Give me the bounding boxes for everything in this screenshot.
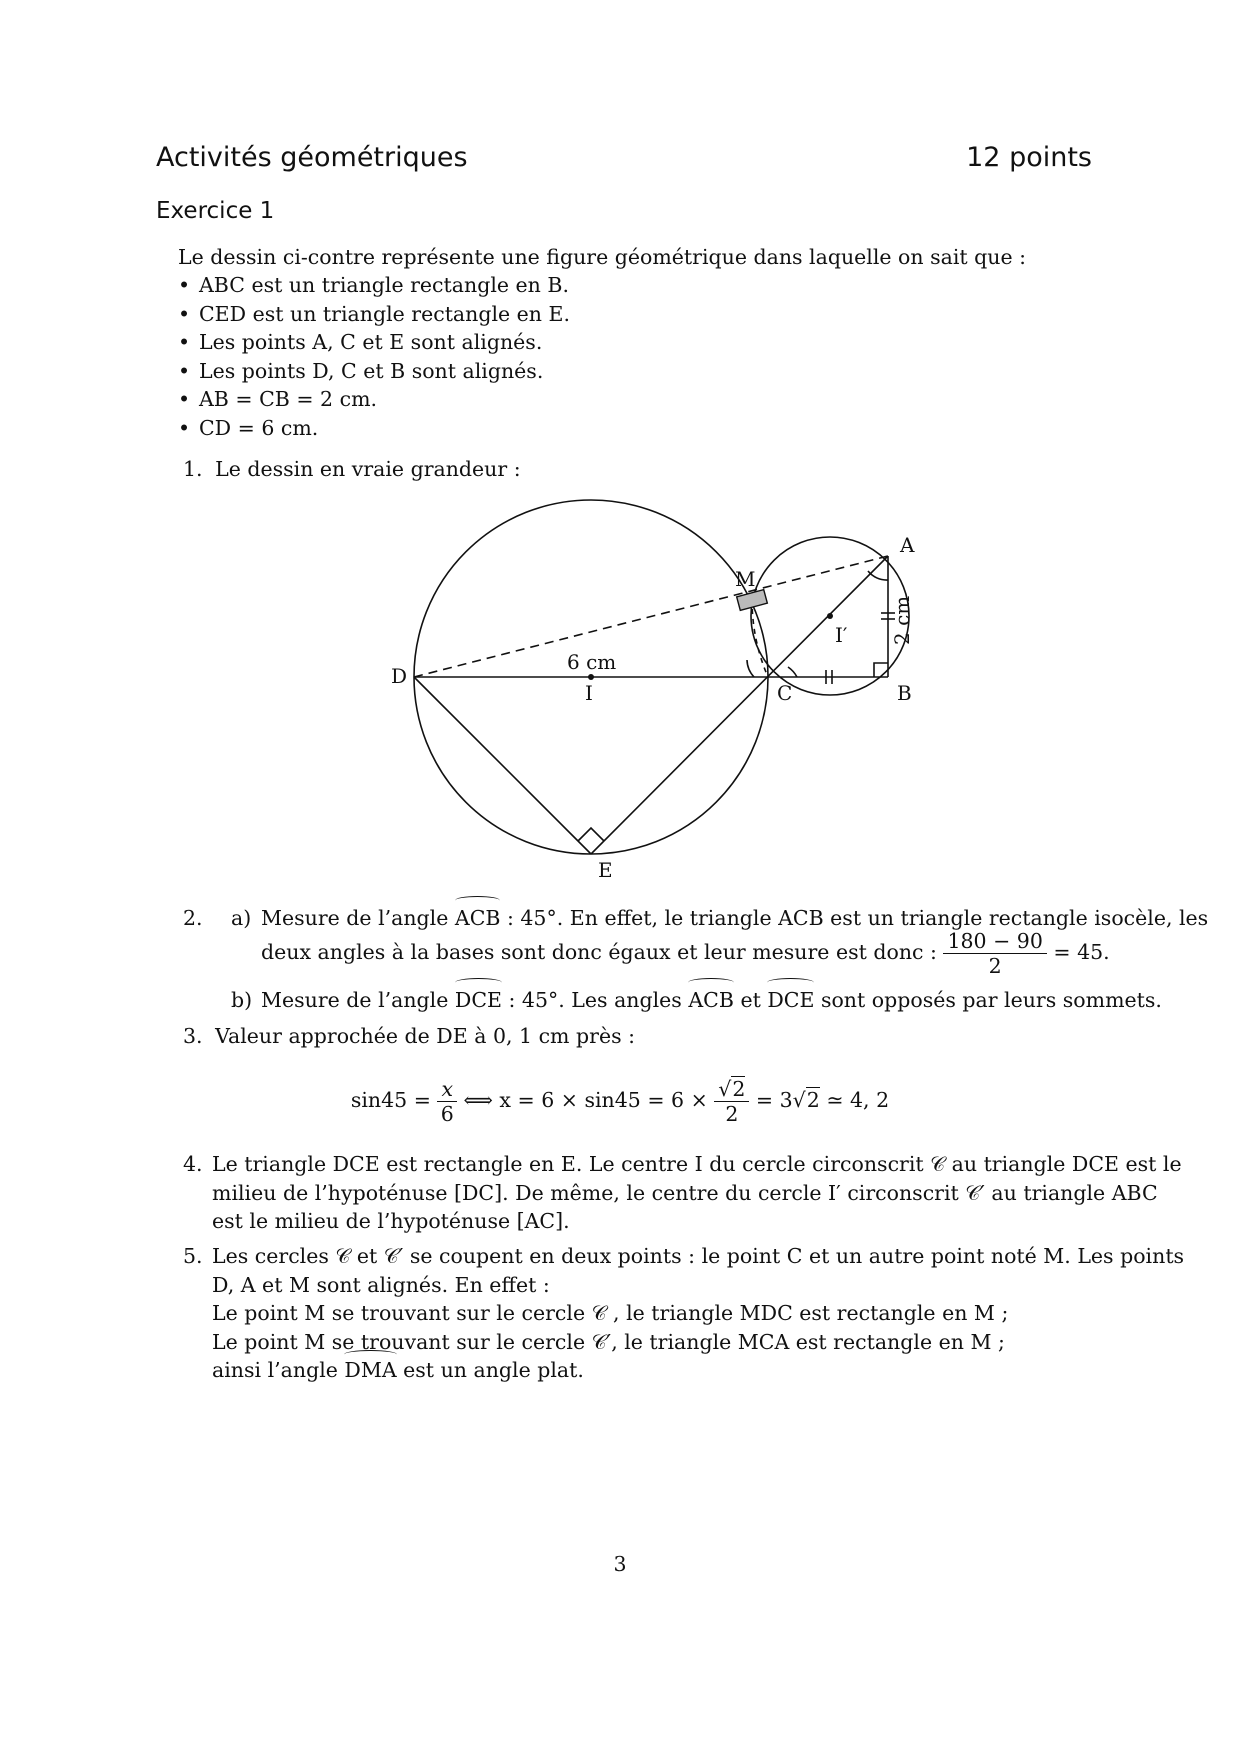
label-b: B xyxy=(897,681,912,705)
text: : 45°. Les angles xyxy=(501,988,689,1012)
label-m: M xyxy=(735,567,756,591)
label-six-cm: 6 cm xyxy=(567,650,617,674)
right-angle-b xyxy=(874,663,888,677)
sub-label-b: b) xyxy=(231,988,253,1012)
question-number: 5. xyxy=(183,1244,203,1268)
list-item: • ABC est un triangle rectangle en B. xyxy=(178,271,570,300)
section-title: Activités géométriques xyxy=(156,142,468,173)
text-line: Le triangle DCE est rectangle en E. Le centre I du cercle circonscrit 𝒞 au triangle DCE est le xyxy=(212,1152,1182,1176)
angle-acb-mark xyxy=(788,667,797,677)
question-number: 4. xyxy=(183,1152,203,1176)
label-d: D xyxy=(391,664,408,688)
angle-dce: DCE xyxy=(767,984,814,1016)
formula-part: ⟺ xyxy=(457,1088,500,1112)
formula-part: x = 6 × sin45 = 6 × xyxy=(499,1088,715,1112)
question-text xyxy=(212,1242,1185,1385)
angle-dce-mark xyxy=(747,660,754,677)
label-i-prime: I′ xyxy=(835,623,848,647)
segment-da-dashed xyxy=(414,556,888,677)
fraction-denominator: 2 xyxy=(725,1102,739,1126)
list-item: • AB = CB = 2 cm. xyxy=(178,385,570,414)
angle-acb: ACB xyxy=(455,902,501,934)
question-text xyxy=(212,1150,1182,1236)
fraction-denominator: 2 xyxy=(988,954,1002,978)
fraction xyxy=(437,1077,457,1126)
list-item: • CED est un triangle rectangle en E. xyxy=(178,300,570,329)
list-item: • Les points D, C et B sont alignés. xyxy=(178,357,570,386)
section-points: 12 points xyxy=(966,142,1092,173)
sqrt-content: 2 xyxy=(732,1077,746,1101)
label-c: C xyxy=(777,681,793,705)
question-number: 3. xyxy=(183,1024,203,1048)
fraction-numerator: x xyxy=(437,1077,457,1102)
question-4 xyxy=(183,1150,1182,1236)
right-angle-e xyxy=(578,828,604,841)
angle-dma: DMA xyxy=(344,1356,396,1385)
text-line: Les cercles 𝒞 et 𝒞′ se coupent en deux points : le point C et un autre point noté M. Les points xyxy=(212,1244,1185,1268)
text: Mesure de l’angle xyxy=(261,906,455,930)
point-i-prime xyxy=(827,613,833,619)
question-5 xyxy=(183,1242,1185,1385)
sub-label-a: a) xyxy=(231,906,252,930)
text: est un angle plat. xyxy=(396,1358,584,1382)
text-line: D, A et M sont alignés. En effet : xyxy=(212,1272,550,1297)
text: = 45. xyxy=(1046,940,1110,964)
answer-2b xyxy=(261,984,1162,1016)
angle-dce: DCE xyxy=(455,984,502,1016)
angle-acb: ACB xyxy=(688,984,734,1016)
text-line: Le point M se trouvant sur le cercle 𝒞′, le triangle MCA est rectangle en M ; xyxy=(212,1329,1005,1354)
fraction-numerator: 180 − 90 xyxy=(943,929,1046,954)
text: deux angles à la bases sont donc égaux et leur mesure est donc : xyxy=(261,940,944,964)
question-text: Le dessin en vraie grandeur : xyxy=(215,457,521,481)
label-two-cm: 2 cm xyxy=(890,595,914,645)
text: Mesure de l’angle xyxy=(261,988,455,1012)
question-text: Valeur approchée de DE à 0, 1 cm près : xyxy=(215,1024,636,1048)
question-number: 1. xyxy=(183,457,203,481)
question-3 xyxy=(183,1020,1083,1052)
text-line: est le milieu de l’hypoténuse [AC]. xyxy=(212,1209,570,1233)
fraction xyxy=(714,1077,749,1126)
exercise-title: Exercice 1 xyxy=(156,198,275,224)
answer-2a-line2 xyxy=(261,928,1110,978)
label-i: I xyxy=(585,681,593,705)
text-line: milieu de l’hypoténuse [DC]. De même, le centre du cercle I′ circonscrit 𝒞′ au triangle ABC xyxy=(212,1180,1158,1205)
formula-part: ≃ 4, 2 xyxy=(819,1088,890,1112)
formula-de: sin45 = $\frac{x}{6}$ ⟺ x = 6 × sin45 = 6 × $\frac{√2}{2}$ = 3√2 ≃ 4, 2 xyxy=(350,1077,890,1126)
label-e: E xyxy=(598,858,613,882)
page-number: 3 xyxy=(613,1552,627,1576)
text: ainsi l’angle xyxy=(212,1358,345,1382)
formula-part: = 3 xyxy=(749,1088,793,1112)
intro-text: Le dessin ci-contre représente une figure géométrique dans laquelle on sait que : xyxy=(178,245,1027,269)
text: sont opposés par leurs sommets. xyxy=(814,988,1162,1012)
list-item: • Les points A, C et E sont alignés. xyxy=(178,328,570,357)
segment-de xyxy=(414,677,591,854)
text-line xyxy=(212,1356,1083,1385)
label-a: A xyxy=(900,533,915,557)
list-item: • CD = 6 cm. xyxy=(178,414,570,443)
fraction-denominator: 6 xyxy=(440,1102,454,1126)
fraction-numerator: √2 xyxy=(714,1077,749,1102)
text: : 45°. En effet, le triangle ACB est un triangle rectangle isocèle, les xyxy=(500,906,1209,930)
formula-part: sin45 = xyxy=(350,1088,438,1112)
fraction xyxy=(943,929,1046,978)
sqrt-content: 2 xyxy=(806,1088,820,1112)
question-number: 2. xyxy=(183,906,203,930)
text: et xyxy=(733,988,768,1012)
point-i xyxy=(588,674,594,680)
text-line: Le point M se trouvant sur le cercle 𝒞 , le triangle MDC est rectangle en M ; xyxy=(212,1301,1009,1325)
